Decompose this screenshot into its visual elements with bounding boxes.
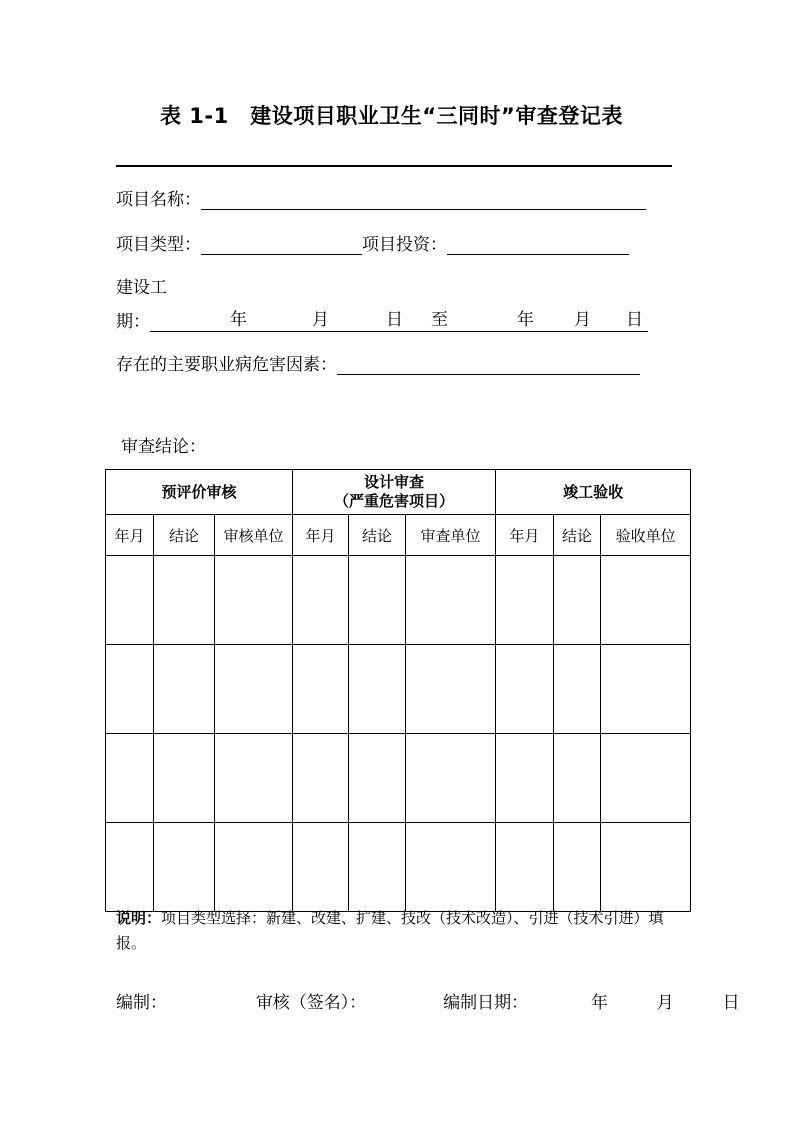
date-token-year-start: 年 <box>230 310 247 330</box>
table-cell[interactable] <box>215 823 293 912</box>
table-cell[interactable] <box>293 734 349 823</box>
group-subtitle-1: （严重危害项目） <box>334 492 455 510</box>
table-cell[interactable] <box>106 556 154 645</box>
column-header-4: 结论 <box>349 515 406 556</box>
table-cell[interactable] <box>349 645 406 734</box>
column-header-5: 审查单位 <box>406 515 496 556</box>
table-cell[interactable] <box>215 645 293 734</box>
table-cell[interactable] <box>293 645 349 734</box>
column-header-3: 年月 <box>293 515 349 556</box>
field-hazard-factors-label: 存在的主要职业病危害因素： <box>116 355 337 375</box>
table-cell[interactable] <box>154 645 215 734</box>
table-cell[interactable] <box>406 734 496 823</box>
table-cell[interactable] <box>496 734 554 823</box>
field-construction-period-row <box>116 310 648 332</box>
table-cell[interactable] <box>601 734 691 823</box>
review-conclusion-table <box>105 469 691 912</box>
header-divider <box>116 165 672 167</box>
field-project-type-input[interactable] <box>201 235 362 255</box>
table-cell[interactable] <box>349 556 406 645</box>
table-cell[interactable] <box>406 823 496 912</box>
date-token-day-end: 日 <box>626 310 643 330</box>
footer-compiler-label: 编制： <box>116 993 167 1013</box>
table-row <box>106 645 691 734</box>
table-cell[interactable] <box>349 734 406 823</box>
table-cell[interactable] <box>106 734 154 823</box>
footer-date-label: 编制日期： <box>443 993 529 1013</box>
table-row <box>106 734 691 823</box>
table-note-prefix: 说明： <box>116 909 162 927</box>
table-cell[interactable] <box>349 823 406 912</box>
field-hazard-factors <box>116 355 640 375</box>
table-cell[interactable] <box>293 556 349 645</box>
page-title: 表 1-1 建设项目职业卫生“三同时”审查登记表 <box>160 104 623 128</box>
table-cell[interactable] <box>215 734 293 823</box>
table-row <box>106 823 691 912</box>
table-cell[interactable] <box>496 645 554 734</box>
table-cell[interactable] <box>496 823 554 912</box>
table-group-header-row <box>106 470 691 515</box>
table-cell[interactable] <box>554 823 601 912</box>
group-title-1: 设计审查 <box>364 473 425 491</box>
field-project-type-row <box>116 235 629 255</box>
table-cell[interactable] <box>601 556 691 645</box>
document-footer <box>116 988 740 1013</box>
field-hazard-factors-input[interactable] <box>337 355 640 375</box>
group-title-0: 预评价审核 <box>161 482 237 501</box>
field-project-name-input[interactable] <box>201 190 646 210</box>
table-cell[interactable] <box>554 645 601 734</box>
construction-period-text-line1: 建设工 <box>116 278 167 298</box>
table-group-header-completion-acceptance <box>496 470 691 515</box>
date-token-year-end: 年 <box>517 310 534 330</box>
column-header-7: 结论 <box>554 515 601 556</box>
table-cell[interactable] <box>215 556 293 645</box>
date-token-day-start: 日 <box>386 310 403 330</box>
column-header-0: 年月 <box>106 515 154 556</box>
table-cell[interactable] <box>601 645 691 734</box>
column-header-1: 结论 <box>154 515 215 556</box>
table-cell[interactable] <box>154 823 215 912</box>
table-cell[interactable] <box>154 734 215 823</box>
date-token-month-end: 月 <box>574 310 591 330</box>
field-project-investment-input[interactable] <box>447 235 629 255</box>
footer-date-month: 月 <box>656 993 674 1013</box>
date-token-month-start: 月 <box>312 310 329 330</box>
table-note-text: 项目类型选择：新建、改建、扩建、技改（技术改造）、引进（技术引进）填报。 <box>116 909 664 952</box>
table-cell[interactable] <box>554 556 601 645</box>
footer-reviewer-label: 审核（签名）： <box>255 993 367 1013</box>
column-header-2: 审核单位 <box>215 515 293 556</box>
conclusion-label: 审查结论： <box>121 437 206 457</box>
date-token-to: 至 <box>431 310 448 330</box>
table-cell[interactable] <box>106 823 154 912</box>
table-cell[interactable] <box>406 556 496 645</box>
field-project-investment-label: 项目投资： <box>362 235 447 255</box>
table-cell[interactable] <box>293 823 349 912</box>
table-cell[interactable] <box>154 556 215 645</box>
footer-date-year: 年 <box>590 993 608 1013</box>
table-group-header-design-review <box>293 470 496 515</box>
field-construction-period-label-line2: 期： <box>116 312 150 332</box>
table-row <box>106 556 691 645</box>
table-cell[interactable] <box>406 645 496 734</box>
table-cell[interactable] <box>601 823 691 912</box>
column-header-8: 验收单位 <box>601 515 691 556</box>
group-title-2: 竣工验收 <box>563 482 624 501</box>
table-cell[interactable] <box>554 734 601 823</box>
column-header-6: 年月 <box>496 515 554 556</box>
table-group-header-pre-evaluation <box>106 470 293 515</box>
table-cell[interactable] <box>106 645 154 734</box>
field-project-name <box>116 190 646 210</box>
table-column-header-row <box>106 515 691 556</box>
table-note <box>116 906 686 956</box>
field-project-name-label: 项目名称： <box>116 190 201 210</box>
field-construction-period-label-line1 <box>116 278 167 298</box>
footer-date-day: 日 <box>722 993 740 1013</box>
table-cell[interactable] <box>496 556 554 645</box>
field-project-type-label: 项目类型： <box>116 235 201 255</box>
field-construction-period-input[interactable] <box>150 310 648 332</box>
